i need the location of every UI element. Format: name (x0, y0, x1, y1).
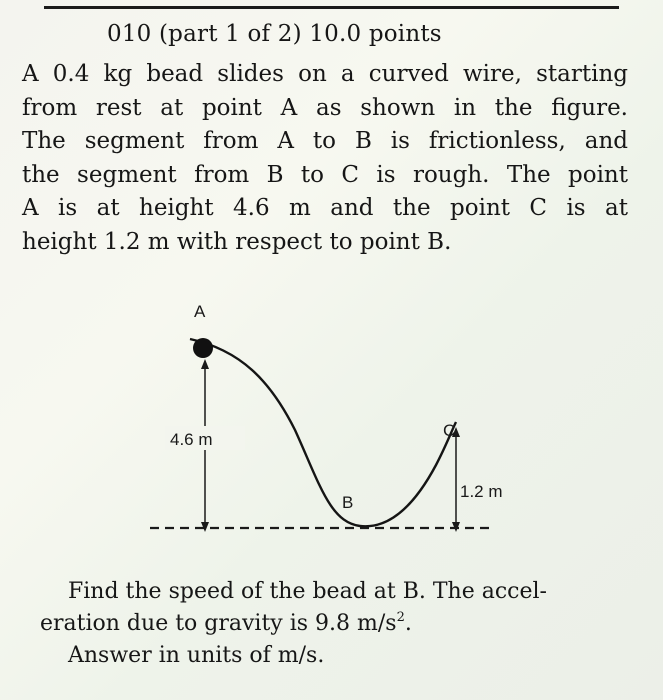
bead (193, 338, 213, 358)
question-line2-text: eration due to gravity is 9.8 m/s (40, 611, 397, 636)
question-line: Find the speed of the bead at B. The accel- (68, 579, 547, 604)
height-label-a: 4.6 m (170, 430, 213, 449)
label-b: B (342, 493, 354, 512)
problem-line: The segment from A to B is frictionless, and (22, 128, 628, 155)
height-label-c: 1.2 m (460, 482, 503, 501)
problem-header: 010 (part 1 of 2) 10.0 points (107, 21, 442, 47)
bead-wire-figure (0, 290, 663, 560)
label-a: A (194, 302, 206, 321)
problem-text (22, 58, 628, 260)
label-c: C (443, 421, 456, 440)
question-line2-period: . (404, 611, 412, 636)
problem-line: A is at height 4.6 m and the point C is at (22, 195, 628, 222)
problem-line: A 0.4 kg bead slides on a curved wire, starting (22, 61, 628, 87)
problem-line: from rest at point A as shown in the figure. (22, 94, 628, 121)
problem-line: height 1.2 m with respect to point B. (22, 228, 452, 255)
question-line (40, 608, 630, 640)
exponent: 2 (396, 610, 405, 625)
answer-units-line: Answer in units of m/s. (68, 643, 325, 668)
problem-line: the segment from B to C is rough. The point (22, 161, 628, 188)
top-rule (44, 6, 619, 9)
question-text (40, 576, 630, 672)
